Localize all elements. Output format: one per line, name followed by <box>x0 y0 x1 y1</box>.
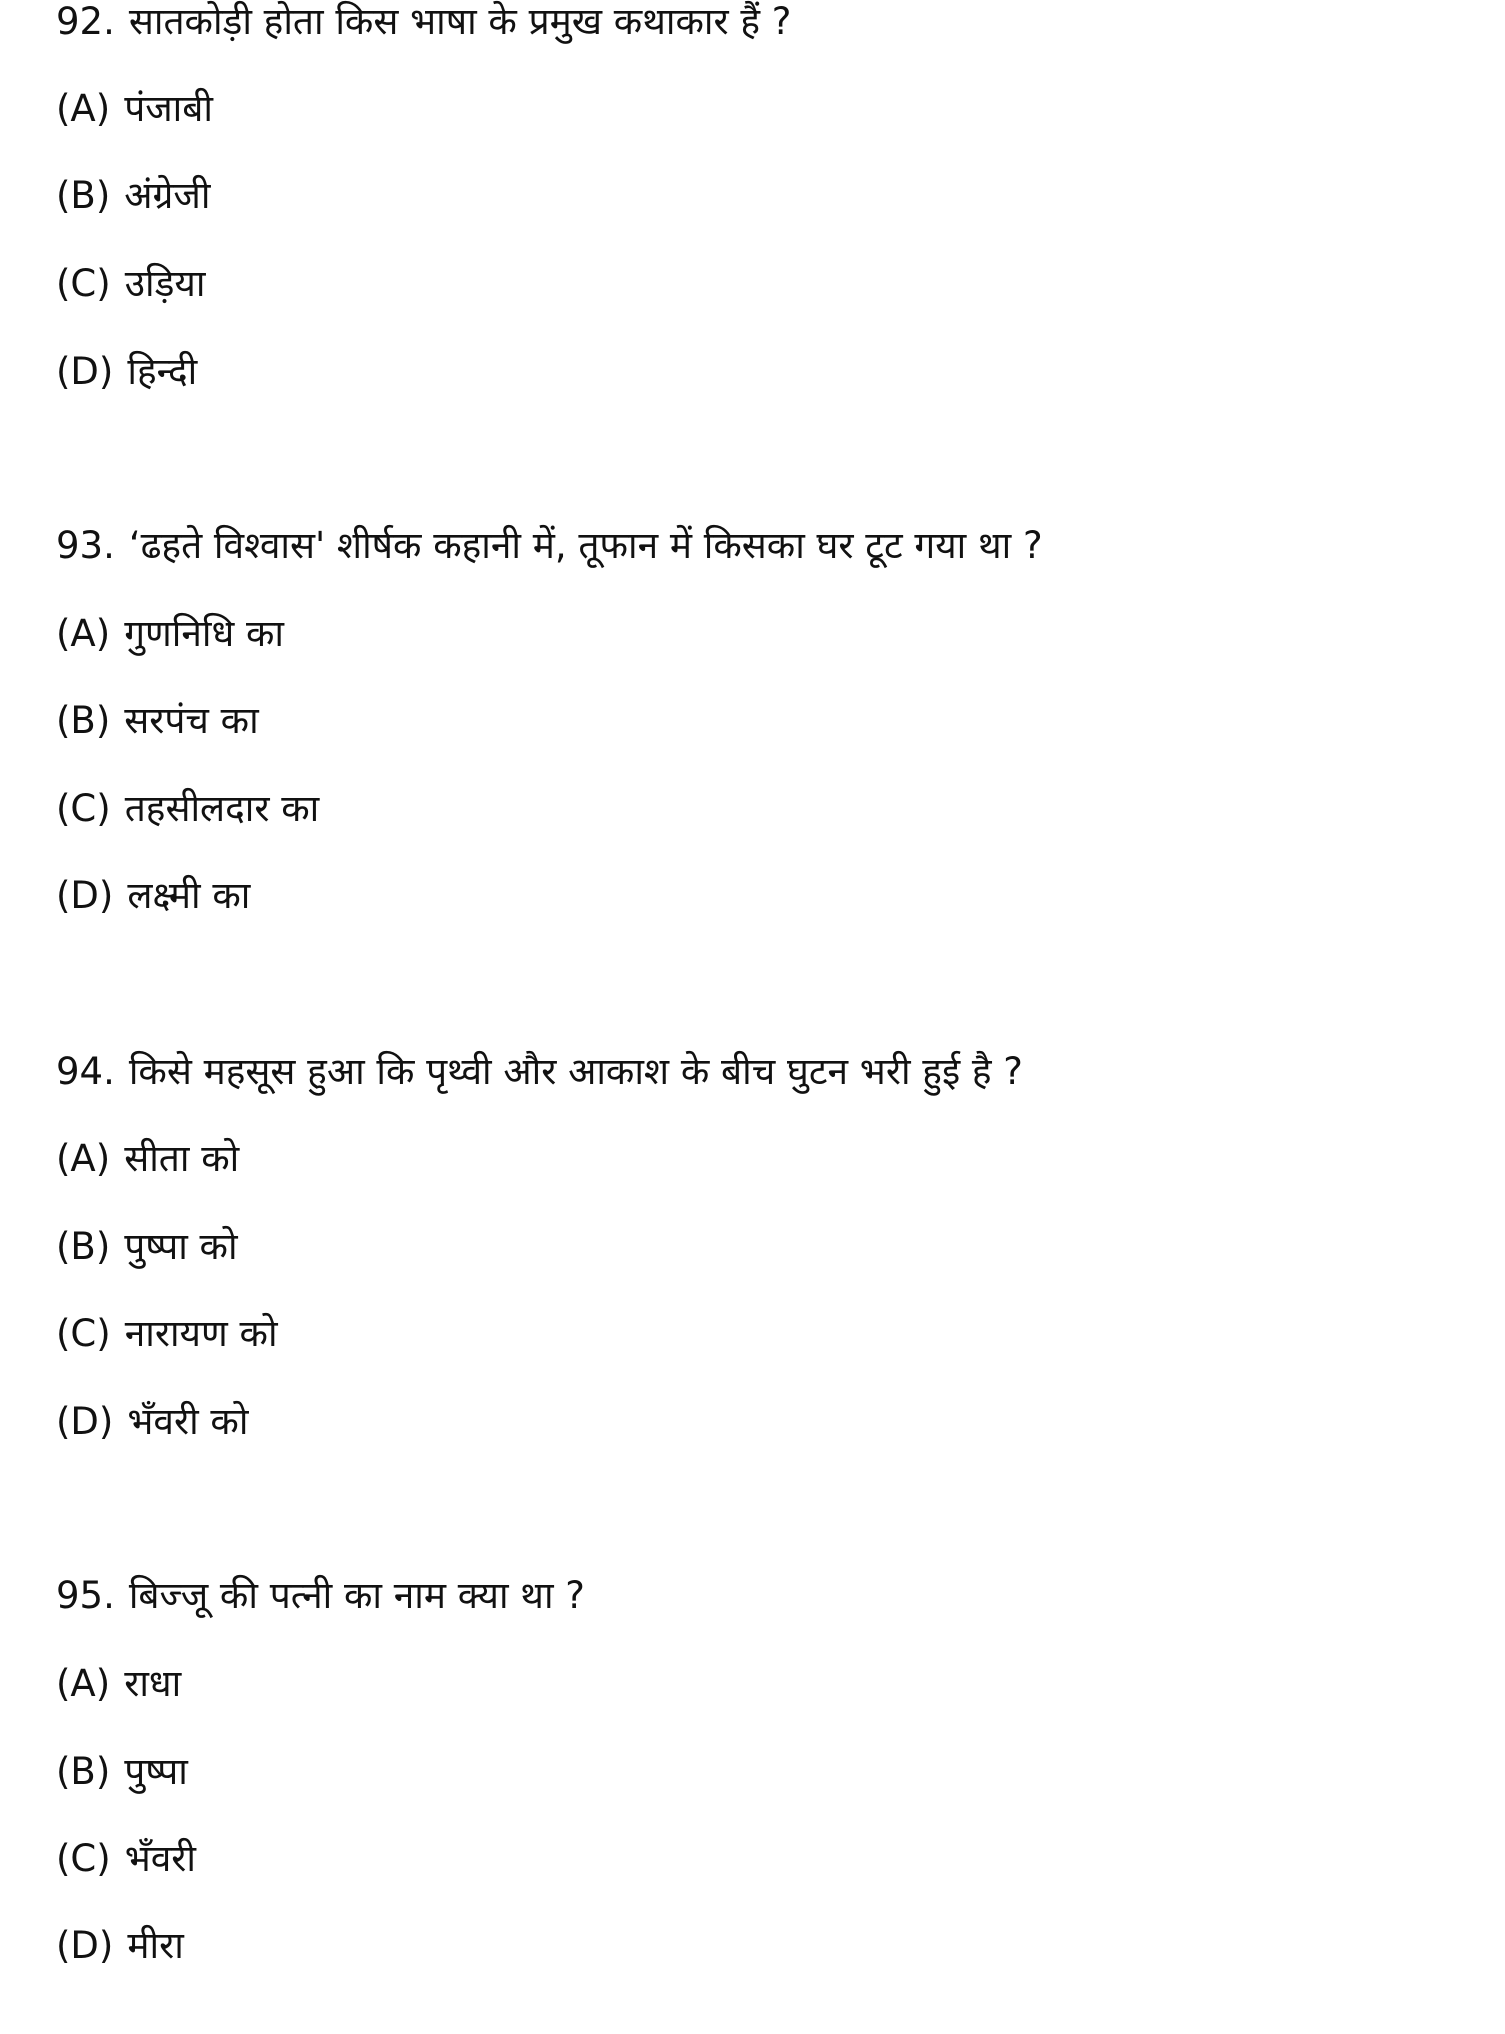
option-a: (A) पंजाबी <box>56 87 213 130</box>
option-b: (B) पुष्पा को <box>56 1225 238 1268</box>
option-b: (B) अंग्रेजी <box>56 174 211 217</box>
option-d: (D) हिन्दी <box>56 350 198 393</box>
option-c: (C) उड़िया <box>56 262 206 305</box>
option-a: (A) सीता को <box>56 1137 240 1180</box>
option-b: (B) सरपंच का <box>56 699 259 742</box>
option-c: (C) भँवरी <box>56 1837 197 1880</box>
option-a: (A) राधा <box>56 1662 182 1705</box>
question-text: 92. सातकोड़ी होता किस भाषा के प्रमुख कथाकार हैं ? <box>56 0 792 43</box>
question-text: 93. ‘ढहते विश्वास' शीर्षक कहानी में, तूफान में किसका घर टूट गया था ? <box>56 524 1043 567</box>
option-d: (D) लक्ष्मी का <box>56 874 251 917</box>
question-text: 94. किसे महसूस हुआ कि पृथ्वी और आकाश के बीच घुटन भरी हुई है ? <box>56 1050 1023 1093</box>
option-c: (C) नारायण को <box>56 1312 278 1355</box>
option-c: (C) तहसीलदार का <box>56 787 320 830</box>
option-a: (A) गुणनिधि का <box>56 612 284 655</box>
option-d: (D) भँवरी को <box>56 1400 249 1443</box>
option-d: (D) मीरा <box>56 1924 184 1967</box>
question-text: 95. बिज्जू की पत्नी का नाम क्या था ? <box>56 1574 585 1617</box>
option-b: (B) पुष्पा <box>56 1750 188 1793</box>
